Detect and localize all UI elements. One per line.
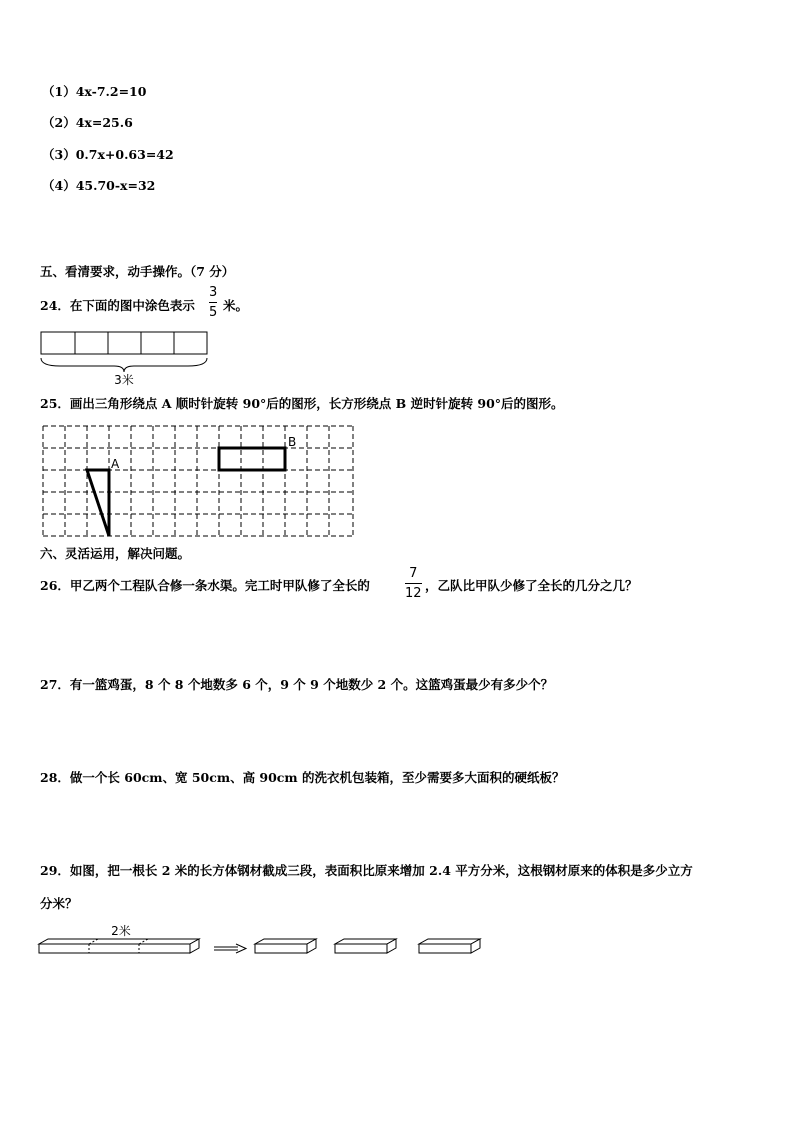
steel-piece <box>255 939 316 953</box>
equation-3: （3）0.7x+0.63=42 <box>42 147 174 162</box>
q28-text: 28．做一个长 60cm、宽 50cm、高 90cm 的洗衣机包装箱，至少需要多大面积的硬纸板？ <box>40 770 565 785</box>
section-6-title: 六、灵活运用，解决问题。 <box>40 546 191 561</box>
q29-line-1: 29．如图，把一根长 2 米的长方体钢材截成三段，表面积比原来增加 2.4 平方分米，这根钢材原来的体积是多少立方 <box>40 863 693 878</box>
arrow-icon <box>214 944 246 953</box>
q24-denominator: 5 <box>209 305 218 320</box>
steel-piece <box>419 939 480 953</box>
q24-prefix: 24．在下面的图中涂色表示 <box>40 298 195 313</box>
equation-2: （2）4x=25.6 <box>42 115 133 130</box>
point-a-label: A <box>111 457 120 471</box>
q25-text: 25．画出三角形绕点 A 顺时针旋转 90°后的图形，长方形绕点 B 逆时针旋转 90°后的图形。 <box>40 396 564 411</box>
q29-bar-label: 2米 <box>111 924 131 938</box>
q24-numerator: 3 <box>209 285 218 300</box>
equation-1: （1）4x-7.2=10 <box>42 84 147 99</box>
q24-suffix: 米。 <box>223 298 249 313</box>
steel-piece <box>335 939 396 953</box>
long-steel-bar <box>39 939 199 953</box>
q26-suffix: ，乙队比甲队少修了全长的几分之几？ <box>425 578 638 593</box>
q26-numerator: 7 <box>409 566 418 581</box>
equation-4: （4）45.70-x=32 <box>42 178 156 193</box>
q26-prefix: 26．甲乙两个工程队合修一条水渠。完工时甲队修了全长的 <box>40 578 370 593</box>
q26-denominator: 12 <box>405 586 422 601</box>
point-b-label: B <box>288 435 297 449</box>
q29-line-2: 分米？ <box>40 896 78 911</box>
section-5-title: 五、看清要求，动手操作。（7 分） <box>40 264 235 279</box>
q27-text: 27．有一篮鸡蛋，8 个 8 个地数多 6 个，9 个 9 个地数少 2 个。这篮鸡蛋最少有多少个？ <box>40 677 554 692</box>
q24-strip-label: 3米 <box>114 373 134 387</box>
